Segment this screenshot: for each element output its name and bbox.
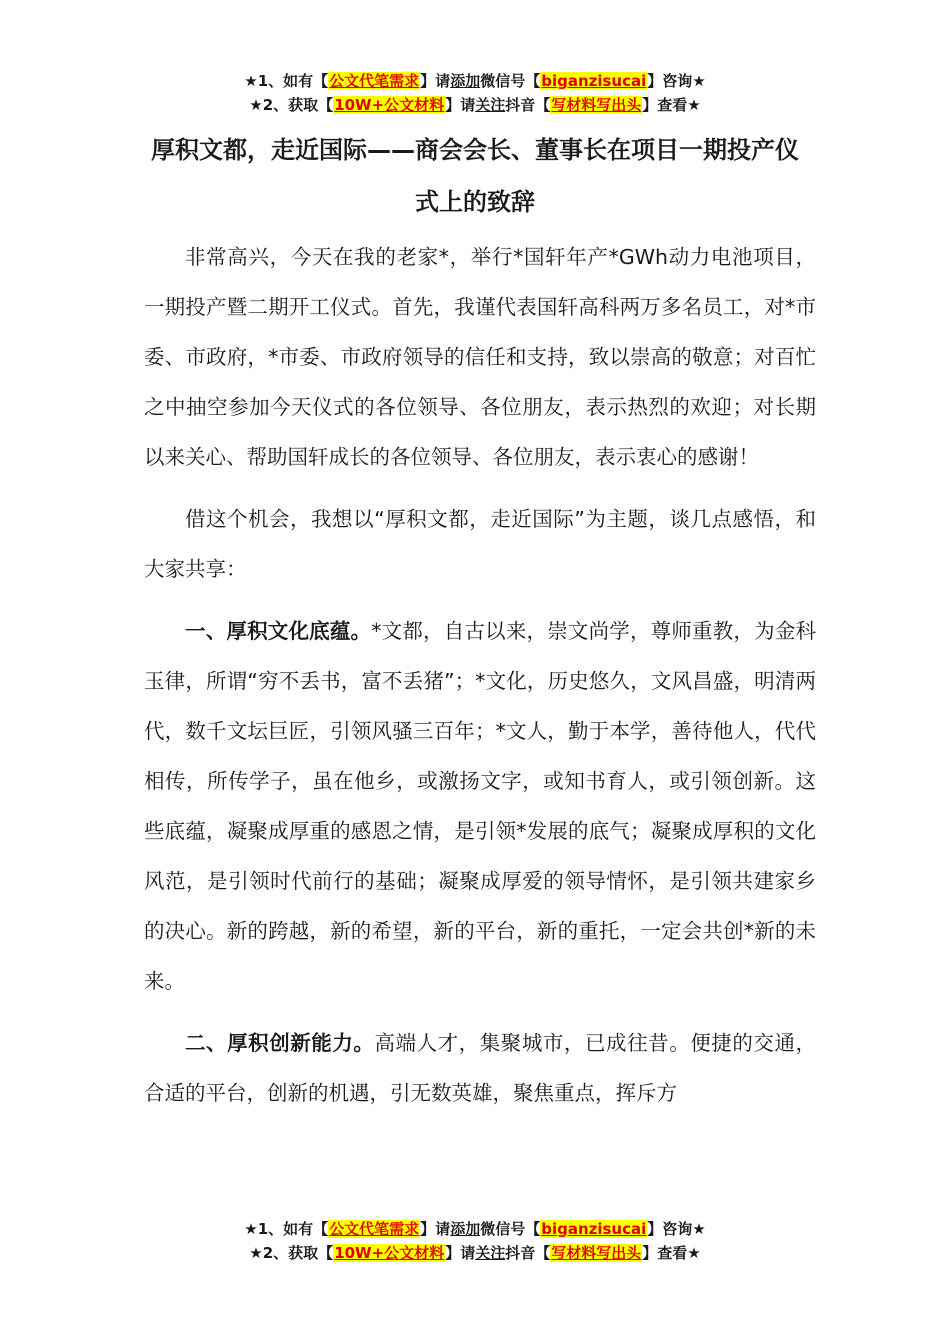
douyin-id-highlight: 写材料写出头 bbox=[551, 96, 642, 114]
paragraph bbox=[144, 232, 816, 482]
promo-text: 】请 bbox=[420, 1220, 451, 1238]
promo-line-1 bbox=[0, 69, 950, 93]
promo-text: 抖音【 bbox=[505, 96, 551, 114]
document-title: 厚积文都，走近国际——商会会长、董事长在项目一期投产仪式上的致辞 bbox=[151, 136, 799, 216]
paragraph-text: 非常高兴，今天在我的老家*，举行*国轩年产*GWh动力电池项目，一期投产暨二期开工仪式。首先，我谨代表国轩高科两万多名员工，对*市委、市政府，*市委、市政府领导的信任和支持，致以崇高的敬意；对百忙之中抽空参加今天仪式的各位领导、各位朋友，表示热烈的欢迎；对长期以来关心、帮助国轩成长的各位领导、各位朋友，表示衷心的感谢！ bbox=[144, 245, 816, 469]
promo-text: 】查看★ bbox=[642, 1244, 701, 1262]
promo-highlight: 公文代笔需求 bbox=[329, 1220, 420, 1238]
wechat-id-highlight: biganzisucai bbox=[541, 1220, 647, 1238]
promo-banner-top bbox=[0, 69, 950, 117]
promo-text: ★1、如有【 bbox=[244, 1220, 329, 1238]
promo-text: 】咨询★ bbox=[647, 1220, 706, 1238]
promo-text: 微信号【 bbox=[480, 72, 541, 90]
promo-line-1 bbox=[0, 1217, 950, 1241]
promo-text: 】咨询★ bbox=[647, 72, 706, 90]
promo-text: 】请 bbox=[420, 72, 451, 90]
promo-underline: 添加 bbox=[450, 72, 481, 90]
promo-text: 】请 bbox=[445, 96, 476, 114]
promo-text: 抖音【 bbox=[505, 1244, 551, 1262]
paragraph bbox=[144, 494, 816, 594]
promo-highlight: 公文代笔需求 bbox=[329, 72, 420, 90]
promo-underline: 关注 bbox=[475, 96, 506, 114]
paragraph bbox=[144, 1018, 816, 1118]
promo-text: ★1、如有【 bbox=[244, 72, 329, 90]
promo-line-2 bbox=[0, 93, 950, 117]
promo-underline: 添加 bbox=[450, 1220, 481, 1238]
douyin-id-highlight: 写材料写出头 bbox=[551, 1244, 642, 1262]
paragraph-heading: 一、厚积文化底蕴。 bbox=[185, 619, 372, 643]
promo-banner-bottom bbox=[0, 1217, 950, 1265]
promo-underline: 关注 bbox=[475, 1244, 506, 1262]
paragraph bbox=[144, 606, 816, 1006]
paragraph-text: 借这个机会，我想以“厚积文都，走近国际”为主题，谈几点感悟，和大家共享： bbox=[144, 507, 816, 581]
paragraph-heading: 二、厚积创新能力。 bbox=[185, 1031, 375, 1055]
promo-text: ★2、获取【 bbox=[249, 1244, 334, 1262]
promo-text: ★2、获取【 bbox=[249, 96, 334, 114]
promo-text: 】请 bbox=[445, 1244, 476, 1262]
document-body bbox=[144, 232, 816, 1130]
paragraph-text: *文都，自古以来，崇文尚学，尊师重教，为金科玉律，所谓“穷不丢书，富不丢猪”；*文化，历史悠久，文风昌盛，明清两代，数千文坛巨匠，引领风骚三百年；*文人，勤于本学，善待他人，代代相传，所传学子，虽在他乡，或激扬文字，或知书育人，或引领创新。这些底蕴，凝聚成厚重的感恩之情，是引领*发展的底气；凝聚成厚积的文化风范，是引领时代前行的基础；凝聚成厚爱的领导情怀，是引领共建家乡的决心。新的跨越，新的希望，新的平台，新的重托，一定会共创*新的未来。 bbox=[144, 619, 817, 993]
promo-highlight: 10W+公文材料 bbox=[334, 96, 445, 114]
promo-line-2 bbox=[0, 1241, 950, 1265]
promo-text: 微信号【 bbox=[480, 1220, 541, 1238]
promo-text: 】查看★ bbox=[642, 96, 701, 114]
promo-highlight: 10W+公文材料 bbox=[334, 1244, 445, 1262]
wechat-id-highlight: biganzisucai bbox=[541, 72, 647, 90]
paragraph-text: 高端人才，集聚城市，已成往昔。便捷的交通，合适的平台，创新的机遇，引无数英雄，聚焦重点，挥斥方 bbox=[144, 1031, 817, 1105]
